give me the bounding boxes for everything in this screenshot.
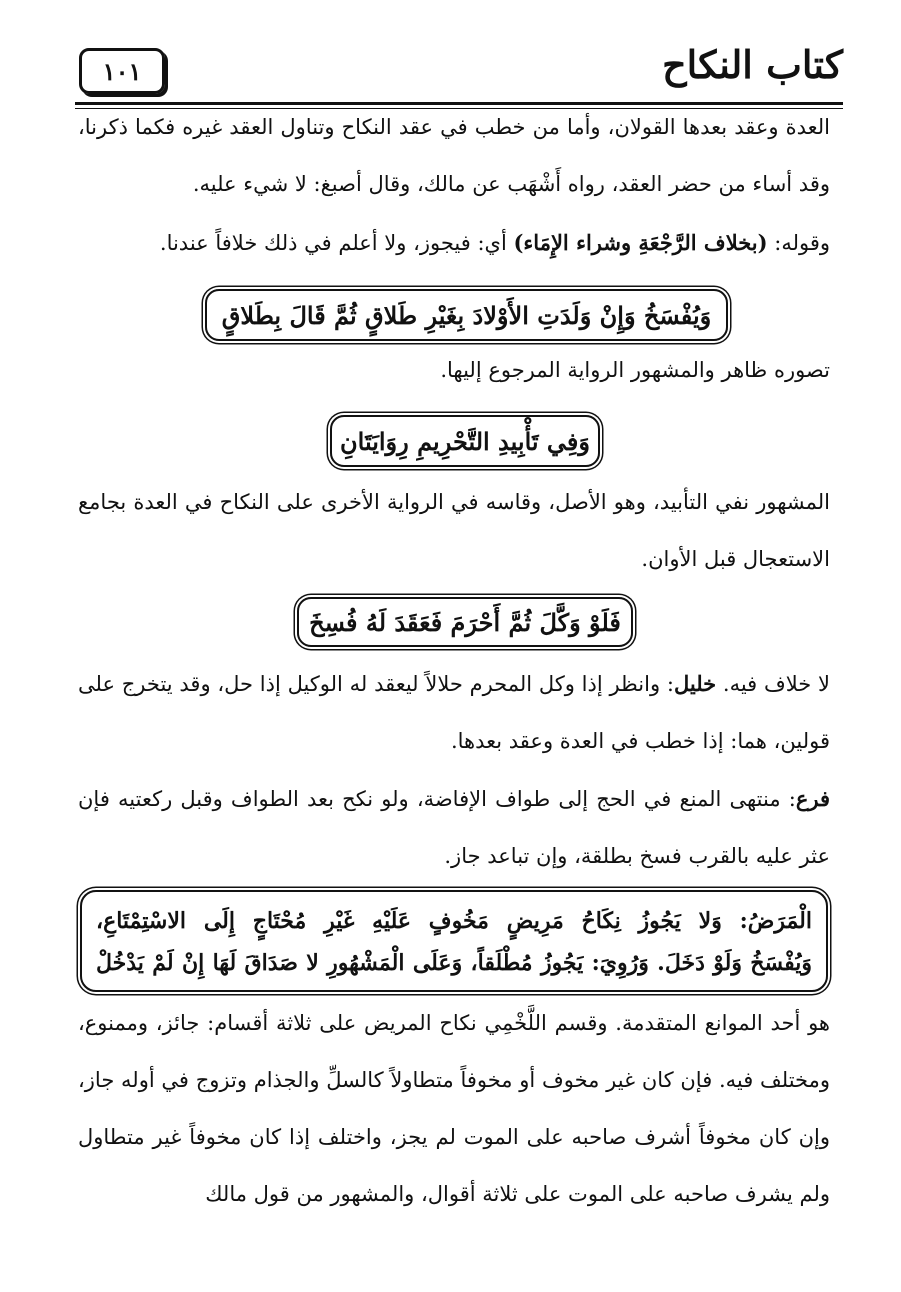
paragraph-5 [78,655,830,770]
paragraph-2-suffix: أي: فيجوز، ولا أعلم في ذلك خلافاً عندنا. [159,231,514,255]
page-number-box [79,48,165,94]
paragraph-2-quote: (بخلاف الرَّجْعَةِ وشراء الإِمَاء) [513,230,768,255]
paragraph-5-suffix: : وانظر إذا وكل المحرم حلالاً ليعقد له الوكيل إذا حل، وقد يتخرج على قولين، هما: إذا خطب في العدة وعقد بعدها. [78,672,830,753]
matn-box-4 [80,890,828,992]
page-header [75,30,843,110]
paragraph-4: المشهور نفي التأبيد، وهو الأصل، وقاسه في الرواية الأخرى على النكاح في العدة بجامع الاستعجال قبل الأوان. [78,490,830,571]
paragraph-5-prefix: لا خلاف فيه. [716,672,830,696]
matn-text-4-line-2: وَيُفْسَخُ وَلَوْ دَخَلَ. وَرُوِيَ: يَجُوزُ مُطْلَقاً، وَعَلَى الْمَشْهُورِ لا صَدَاقَ لَهَا إِنْ لَمْ يَدْخُلْ [96,950,812,976]
page-number: ١٠١ [102,56,142,86]
paragraph-6-text: : منتهى المنع في الحج إلى طواف الإفاضة، ولو نكح بعد الطواف وقبل ركعتيه فإن عثر عليه بالقرب فسخ بطلقة، وإن تباعد جاز. [78,787,830,868]
matn-text-1: وَيُفْسَخُ وَإِنْ وَلَدَتِ الأَوْلادَ بِغَيْرِ طَلاقٍ ثُمَّ قَالَ بِطَلاقٍ [221,300,712,330]
matn-text-4-line-1: الْمَرَضُ: وَلا يَجُوزُ نِكَاحُ مَرِيضٍ مَخُوفٍ عَلَيْهِ غَيْرِ مُحْتَاجٍ إِلَى الاسْتِمْتَاعِ، [96,908,813,934]
matn-text-2: وَفِي تَأْبِيدِ التَّحْرِيمِ رِوَايَتَانِ [340,426,590,456]
paragraph-6 [78,770,830,885]
matn-box-1 [205,289,728,341]
matn-box-3 [297,597,633,647]
paragraph-6-label: فرع [795,786,830,811]
paragraph-2-prefix: وقوله: [767,231,830,255]
paragraph-1: العدة وعقد بعدها القولان، وأما من خطب في عقد النكاح وتناول العقد غيره فكما ذكرنا، وقد أساء من حضر العقد، رواه أَشْهَب عن مالك، وقال أصبغ: لا شيء عليه. [78,115,830,196]
paragraph-5-author: خليل [673,671,717,696]
paragraph-7: هو أحد الموانع المتقدمة. وقسم اللَّخْمِي نكاح المريض على ثلاثة أقسام: جائز، وممنوع، ومختلف فيه. فإن كان غير مخوف أو مخوفاً متطاولاً كالسلِّ والجذام وتزوج في أوله جاز، وإن كان مخوفاً أشرف صاحبه على الموت لم يجز، واختلف إذا كان مخوفاً غير متطاول ولم يشرف صاحبه على الموت على ثلاثة أقوال، والمشهور من قول مالك [78,1011,830,1206]
matn-box-2 [330,415,600,467]
paragraph-2 [78,214,830,272]
matn-text-3: فَلَوْ وَكَّلَ ثُمَّ أَحْرَمَ فَعَقَدَ لَهُ فُسِخَ [309,607,621,637]
paragraph-3: تصوره ظاهر والمشهور الرواية المرجوع إليها. [440,358,830,382]
book-title: كتاب النكاح [662,42,843,87]
